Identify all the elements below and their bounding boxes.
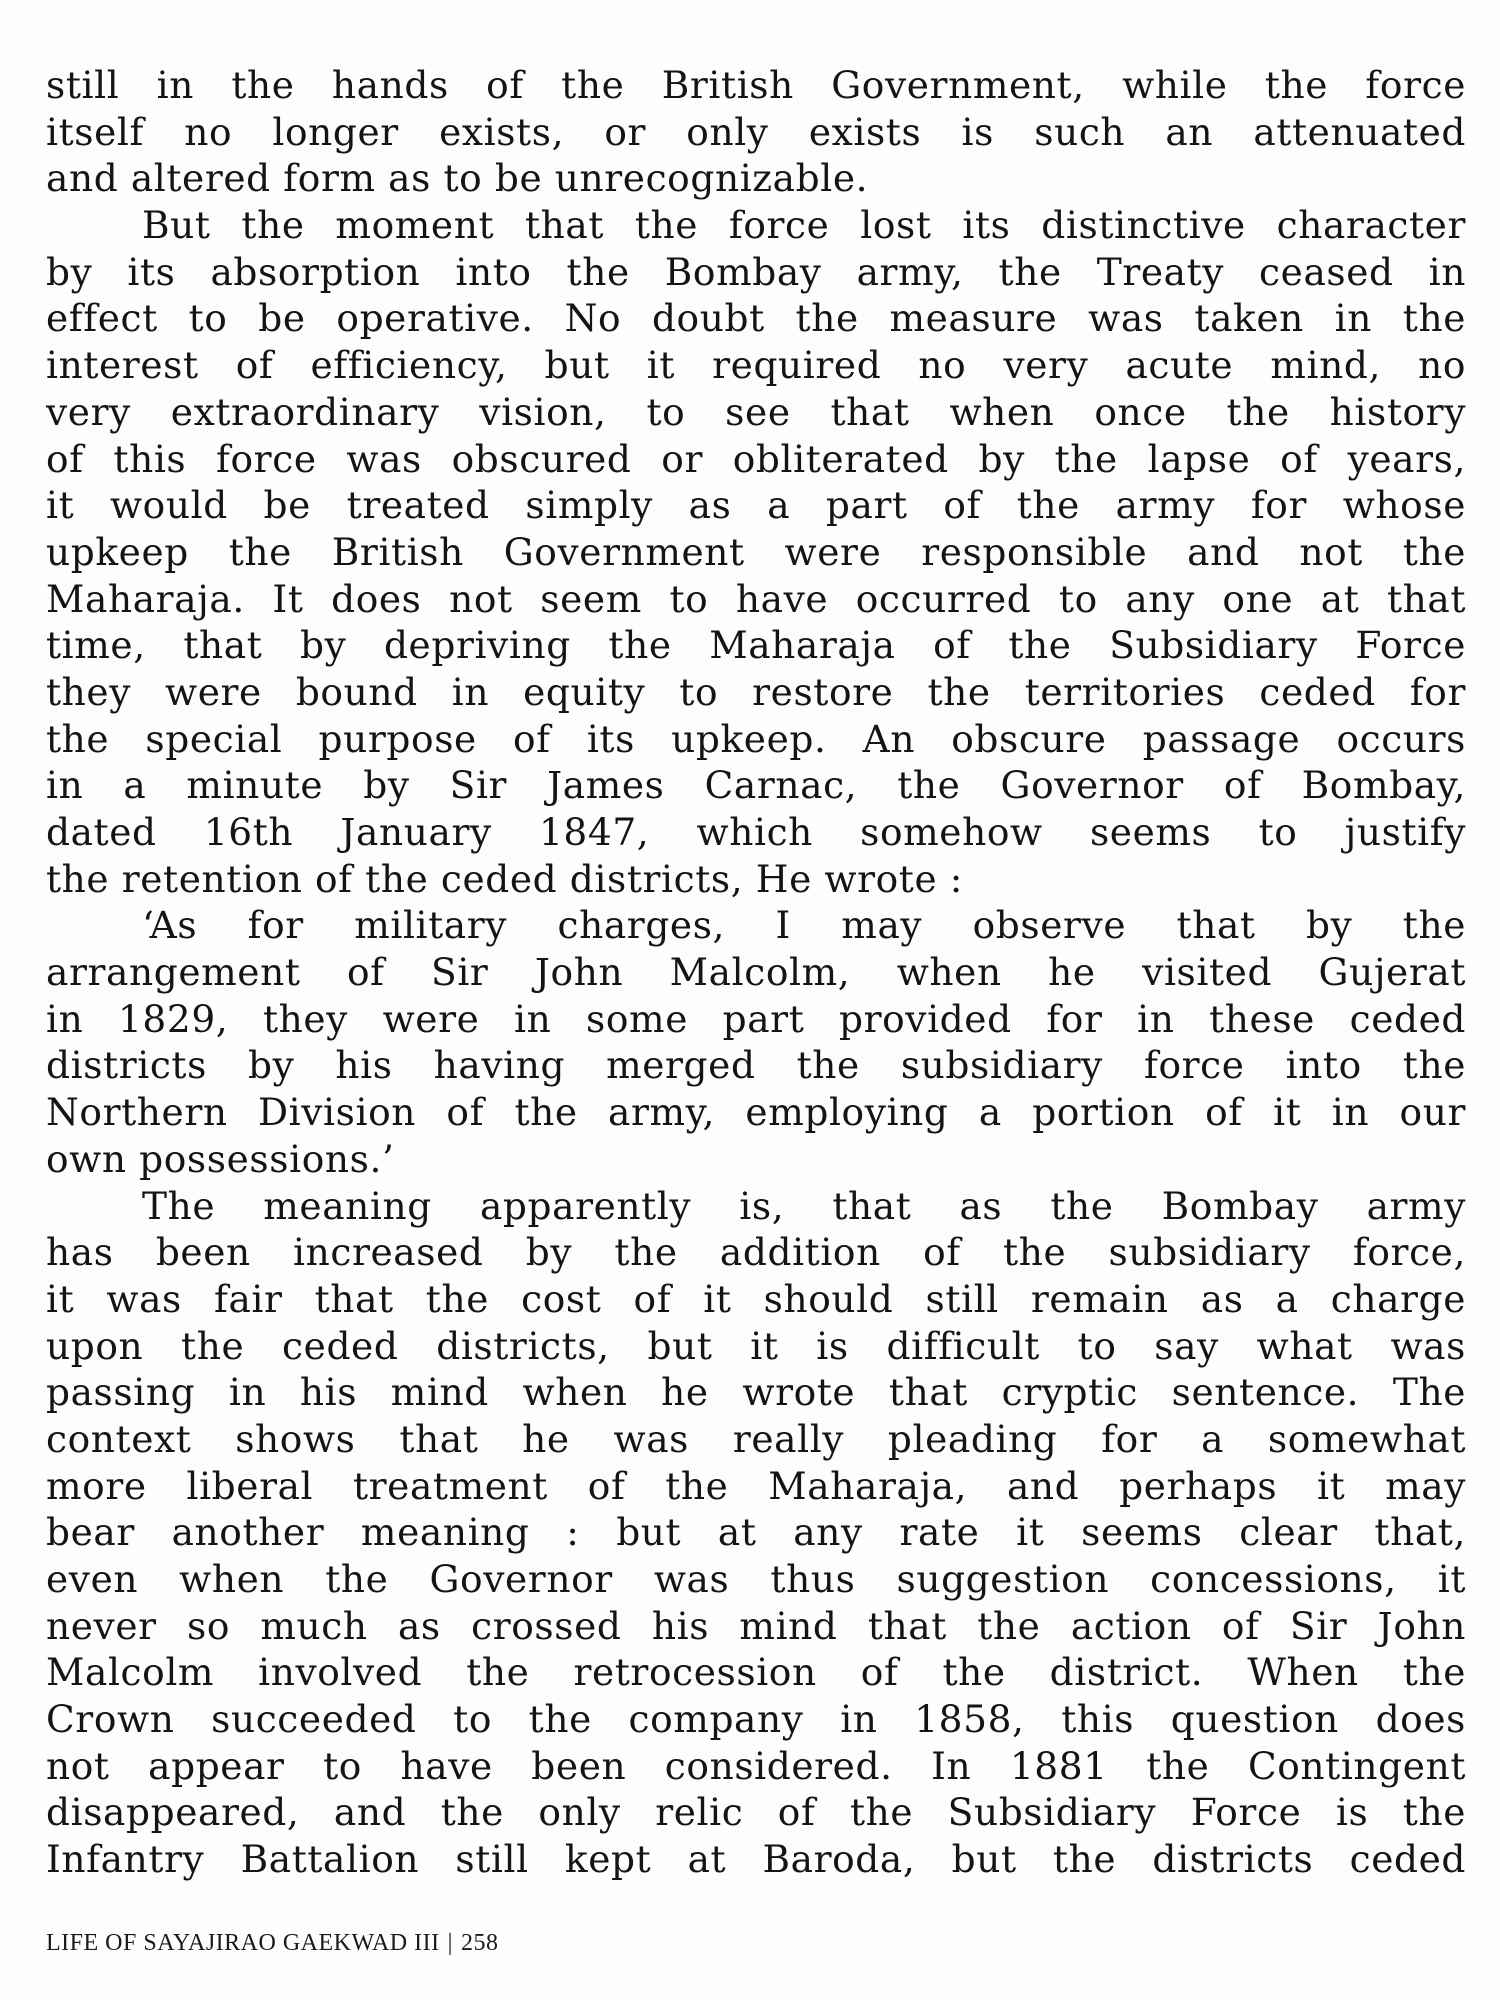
text-line: passing in his mind when he wrote that cryptic sentence. The [46,1370,1466,1415]
running-title: LIFE OF SAYAJIRAO GAEKWAD III [46,1930,440,1956]
text-line: But the moment that the force lost its distinctive character [142,203,1466,248]
text-line: The meaning apparently is, that as the Bombay army [142,1183,1466,1228]
page-footer [46,1930,498,1957]
text-line: effect to be operative. No doubt the measure was taken in the [46,296,1466,341]
text-line: even when the Governor was thus suggestion concessions, it [46,1557,1466,1601]
text-line: by its absorption into the Bombay army, the Treaty ceased in [46,249,1466,294]
text-line: in a minute by Sir James Carnac, the Governor of Bombay, [46,763,1466,808]
text-line: time, that by depriving the Maharaja of the Subsidiary Force [46,623,1466,668]
body-text [46,62,1466,1883]
text-line: bear another meaning : but at any rate it seems clear that, [46,1510,1466,1555]
text-line: itself no longer exists, or only exists is such an attenuated [46,109,1466,154]
page-number: 258 [460,1930,499,1956]
text-line: Infantry Battalion still kept at Baroda, but the districts ceded [46,1837,1466,1882]
text-line: Northern Division of the army, employing a portion of it in our [46,1090,1466,1135]
text-line: Maharaja. It does not seem to have occurred to any one at that [46,576,1466,621]
text-line: very extraordinary vision, to see that when once the history [46,389,1466,434]
text-line: upon the ceded districts, but it is difficult to say what was [46,1323,1466,1368]
text-line: context shows that he was really pleading for a somewhat [46,1416,1466,1461]
text-line: dated 16th January 1847, which somehow seems to justify [46,810,1466,854]
text-line: interest of efficiency, but it required no very acute mind, no [46,343,1466,388]
text-line: of this force was obscured or obliterated by the lapse of years, [46,436,1466,481]
text-line: disappeared, and the only relic of the Subsidiary Force is the [46,1790,1466,1835]
text-line: own possessions.’ [46,1136,395,1181]
text-line: never so much as crossed his mind that the action of Sir John [46,1603,1466,1648]
text-line: the special purpose of its upkeep. An obscure passage occurs [46,716,1466,761]
text-line: it would be treated simply as a part of the army for whose [46,483,1466,528]
text-line: it was fair that the cost of it should still remain as a charge [46,1276,1466,1321]
text-line: in 1829, they were in some part provided for in these ceded [46,996,1466,1041]
text-line: ‘As for military charges, I may observe that by the [142,903,1466,948]
text-line: Crown succeeded to the company in 1858, this question does [46,1697,1466,1742]
footer-separator: | [447,1930,453,1956]
text-line: still in the hands of the British Government, while the force [46,63,1466,107]
text-line: Malcolm involved the retrocession of the district. When the [46,1650,1466,1695]
text-line: and altered form as to be unrecognizable. [46,156,869,201]
text-line: more liberal treatment of the Maharaja, and perhaps it may [46,1463,1466,1508]
text-line: they were bound in equity to restore the territories ceded for [46,669,1466,714]
text-line: arrangement of Sir John Malcolm, when he visited Gujerat [46,950,1466,995]
text-line: has been increased by the addition of the subsidiary force, [46,1230,1466,1275]
text-line: not appear to have been considered. In 1881 the Contingent [46,1743,1466,1788]
text-line: the retention of the ceded districts, He wrote : [46,856,964,901]
text-line: upkeep the British Government were responsible and not the [46,529,1466,574]
text-line: districts by his having merged the subsidiary force into the [46,1043,1466,1088]
